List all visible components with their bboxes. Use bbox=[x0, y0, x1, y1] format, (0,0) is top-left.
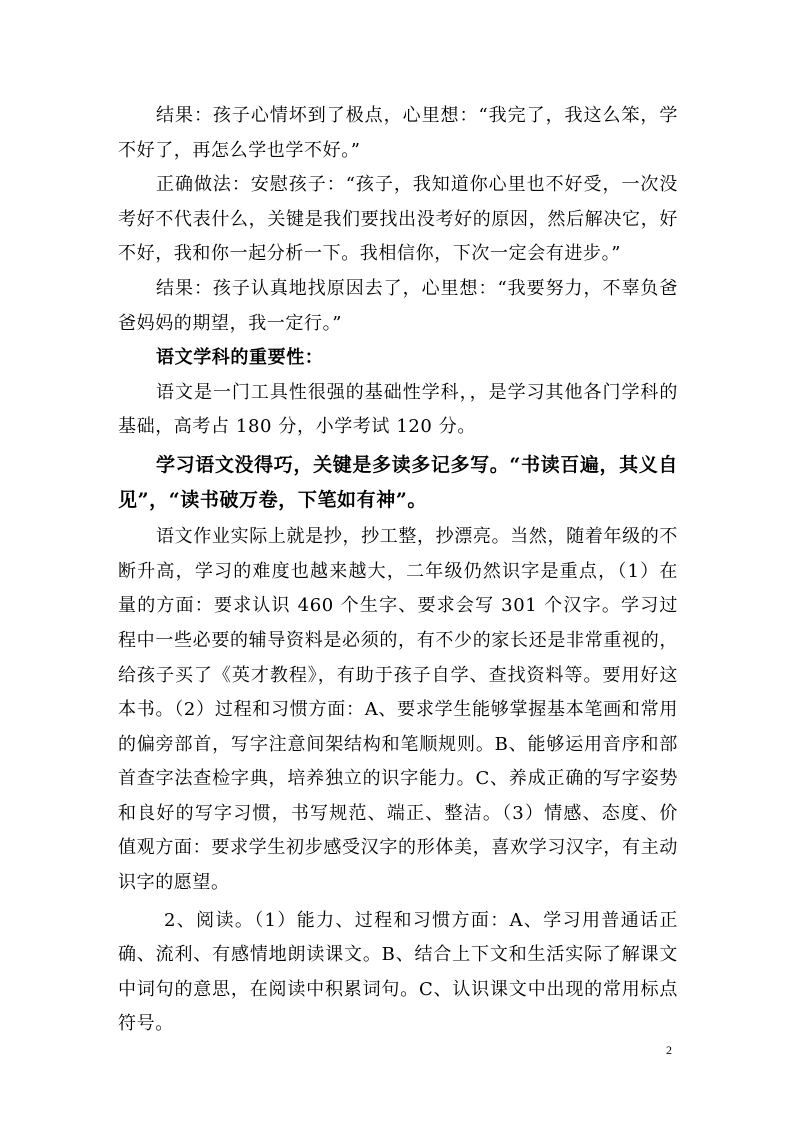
paragraph-reading: 2、阅读。（1）能力、过程和习惯方面：A、学习用普通话正确、流利、有感情地朗读课文。B、结合上下文和生活实际了解课文中词句的意思，在阅读中积累词句。C、认识课文中出现的常用标点符号。 bbox=[118, 909, 678, 1035]
paragraph-result-2: 结果：孩子认真地找原因去了，心里想：“我要努力，不辜负爸爸妈妈的期望，我一定行。” bbox=[118, 277, 678, 334]
paragraph-result-1: 结果：孩子心情坏到了极点，心里想：“我完了，我这么笨，学不好了，再怎么学也学不好。” bbox=[118, 105, 678, 161]
section-heading-chinese-importance: 语文学科的重要性： bbox=[156, 347, 324, 369]
paragraph-homework: 语文作业实际上就是抄，抄工整，抄漂亮。当然，随着年级的不断升高，学习的难度也越来越大，二年级仍然识字是重点，（1）在量的方面：要求认识 460 个生字、要求会写 301 个汉字。学习过程中一些必要的辅导资料是必须的，有不少的家长还是非常重视的，给孩子买了《英才教程》，有助于孩子自学、查找资料等。要用好这本书。（2）过程和习惯方面：A、要求学生能够掌握基本笔画和常用的偏旁部首，写字注意间架结构和笔顺规则。B、能够运用音序和部首查字法查检字典，培养独立的识字能力。C、养成正确的写字姿势和良好的写字习惯，书写规范、端正、整洁。（3）情感、态度、价值观方面：要求学生初步感受汉字的形体美，喜欢学习汉字，有主动识字的愿望。 bbox=[118, 526, 678, 894]
body-text bbox=[118, 99, 678, 1042]
page-number: 2 bbox=[666, 1043, 672, 1057]
paragraph-chinese-basics: 语文是一门工具性很强的基础性学科，，是学习其他各门学科的基础，高考占 180 分，小学考试 120 分。 bbox=[118, 381, 678, 438]
paragraph-learning-tip: 学习语文没得巧，关键是多读多记多写。“书读百遍，其义自见”，“读书破万卷，下笔如有神”。 bbox=[118, 453, 678, 511]
paragraph-correct-method: 正确做法：安慰孩子：“孩子，我知道你心里也不好受，一次没考好不代表什么，关键是我们要找出没考好的原因，然后解决它，好不好，我和你一起分析一下。我相信你，下次一定会有进步。” bbox=[118, 174, 678, 265]
